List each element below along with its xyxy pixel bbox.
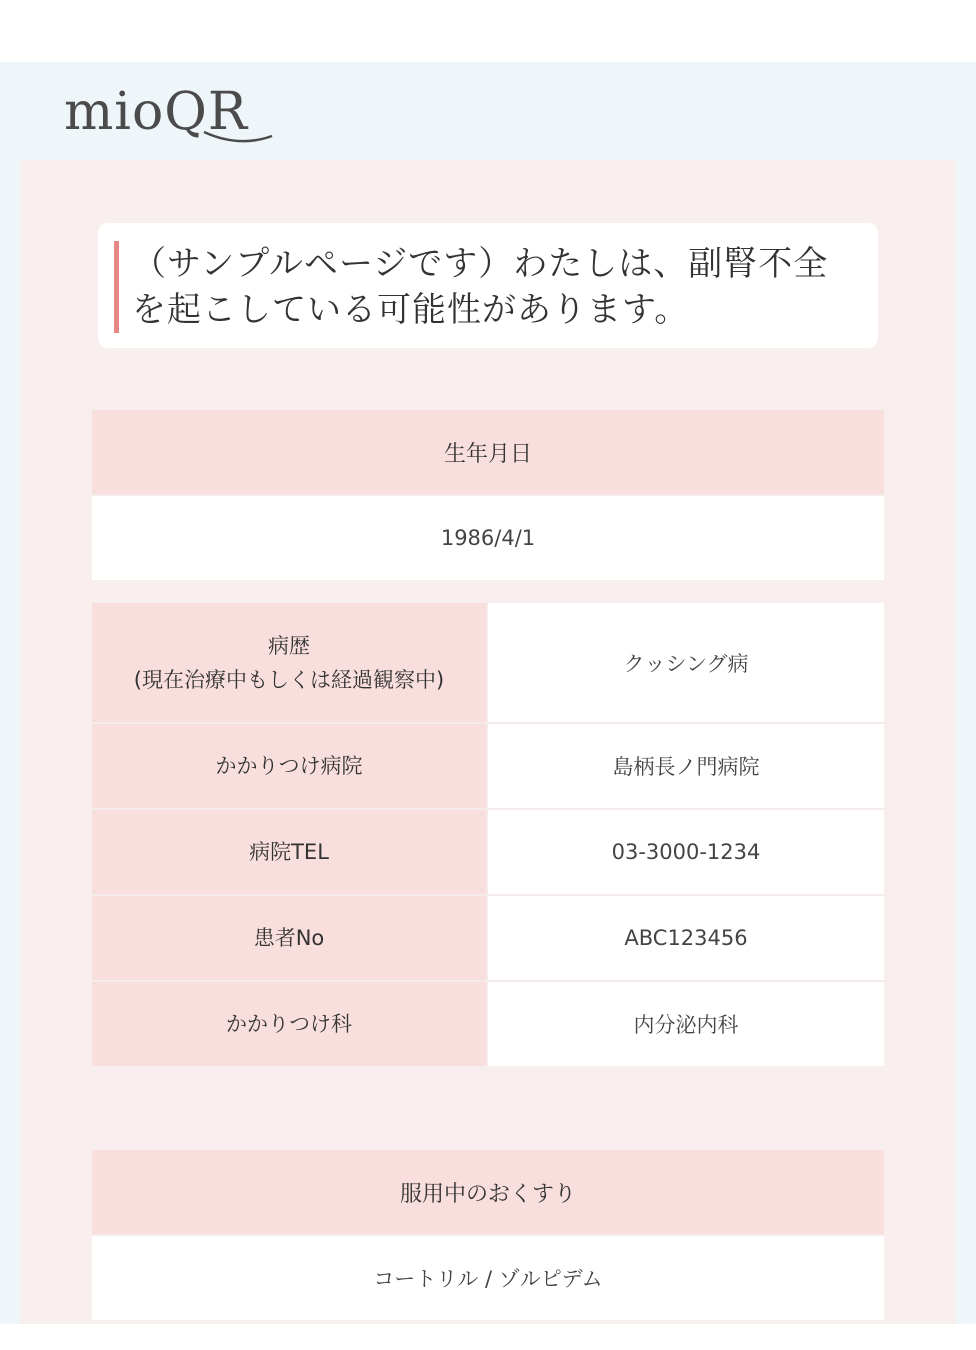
header [0, 62, 976, 160]
mioqr-logo[interactable] [64, 80, 279, 144]
table-row [92, 724, 884, 810]
row-label: 患者No [92, 896, 488, 980]
side-margin-right [956, 160, 976, 1324]
medicine-label: 服用中のおくすり [92, 1150, 884, 1234]
hospital-phone-link[interactable]: 03-3000-1234 [488, 810, 884, 894]
table-row [92, 982, 884, 1066]
table-row [92, 896, 884, 982]
row-label-line1: 病歴 [267, 633, 310, 658]
table-row [92, 603, 884, 724]
row-label: 病院TEL [92, 810, 488, 894]
row-label-line2: (現在治療中もしくは経過観察中) [133, 667, 445, 692]
row-label: かかりつけ病院 [92, 724, 488, 808]
notice-card [98, 223, 878, 348]
table-row [92, 810, 884, 896]
row-label: かかりつけ科 [92, 982, 488, 1066]
logo-text: mioQR [64, 82, 249, 142]
logo-swoosh-icon [64, 80, 279, 144]
medicine-box [92, 1150, 884, 1320]
row-value: 内分泌内科 [488, 982, 884, 1066]
side-margin-left [0, 160, 20, 1324]
bottom-band [0, 1324, 976, 1350]
birthday-box [92, 410, 884, 580]
main-content [20, 160, 956, 1324]
info-table [92, 603, 884, 1066]
row-value: ABC123456 [488, 896, 884, 980]
birthday-label: 生年月日 [92, 410, 884, 494]
birthday-value: 1986/4/1 [92, 494, 884, 580]
medicine-value: コートリル / ゾルピデム [92, 1234, 884, 1320]
notice-text: （サンプルページです）わたしは、副腎不全を起こしている可能性があります。 [132, 244, 829, 330]
row-label [92, 603, 488, 722]
notice-accent-bar [114, 241, 119, 333]
row-value: 島柄長ノ門病院 [488, 724, 884, 808]
row-value: クッシング病 [488, 603, 884, 722]
